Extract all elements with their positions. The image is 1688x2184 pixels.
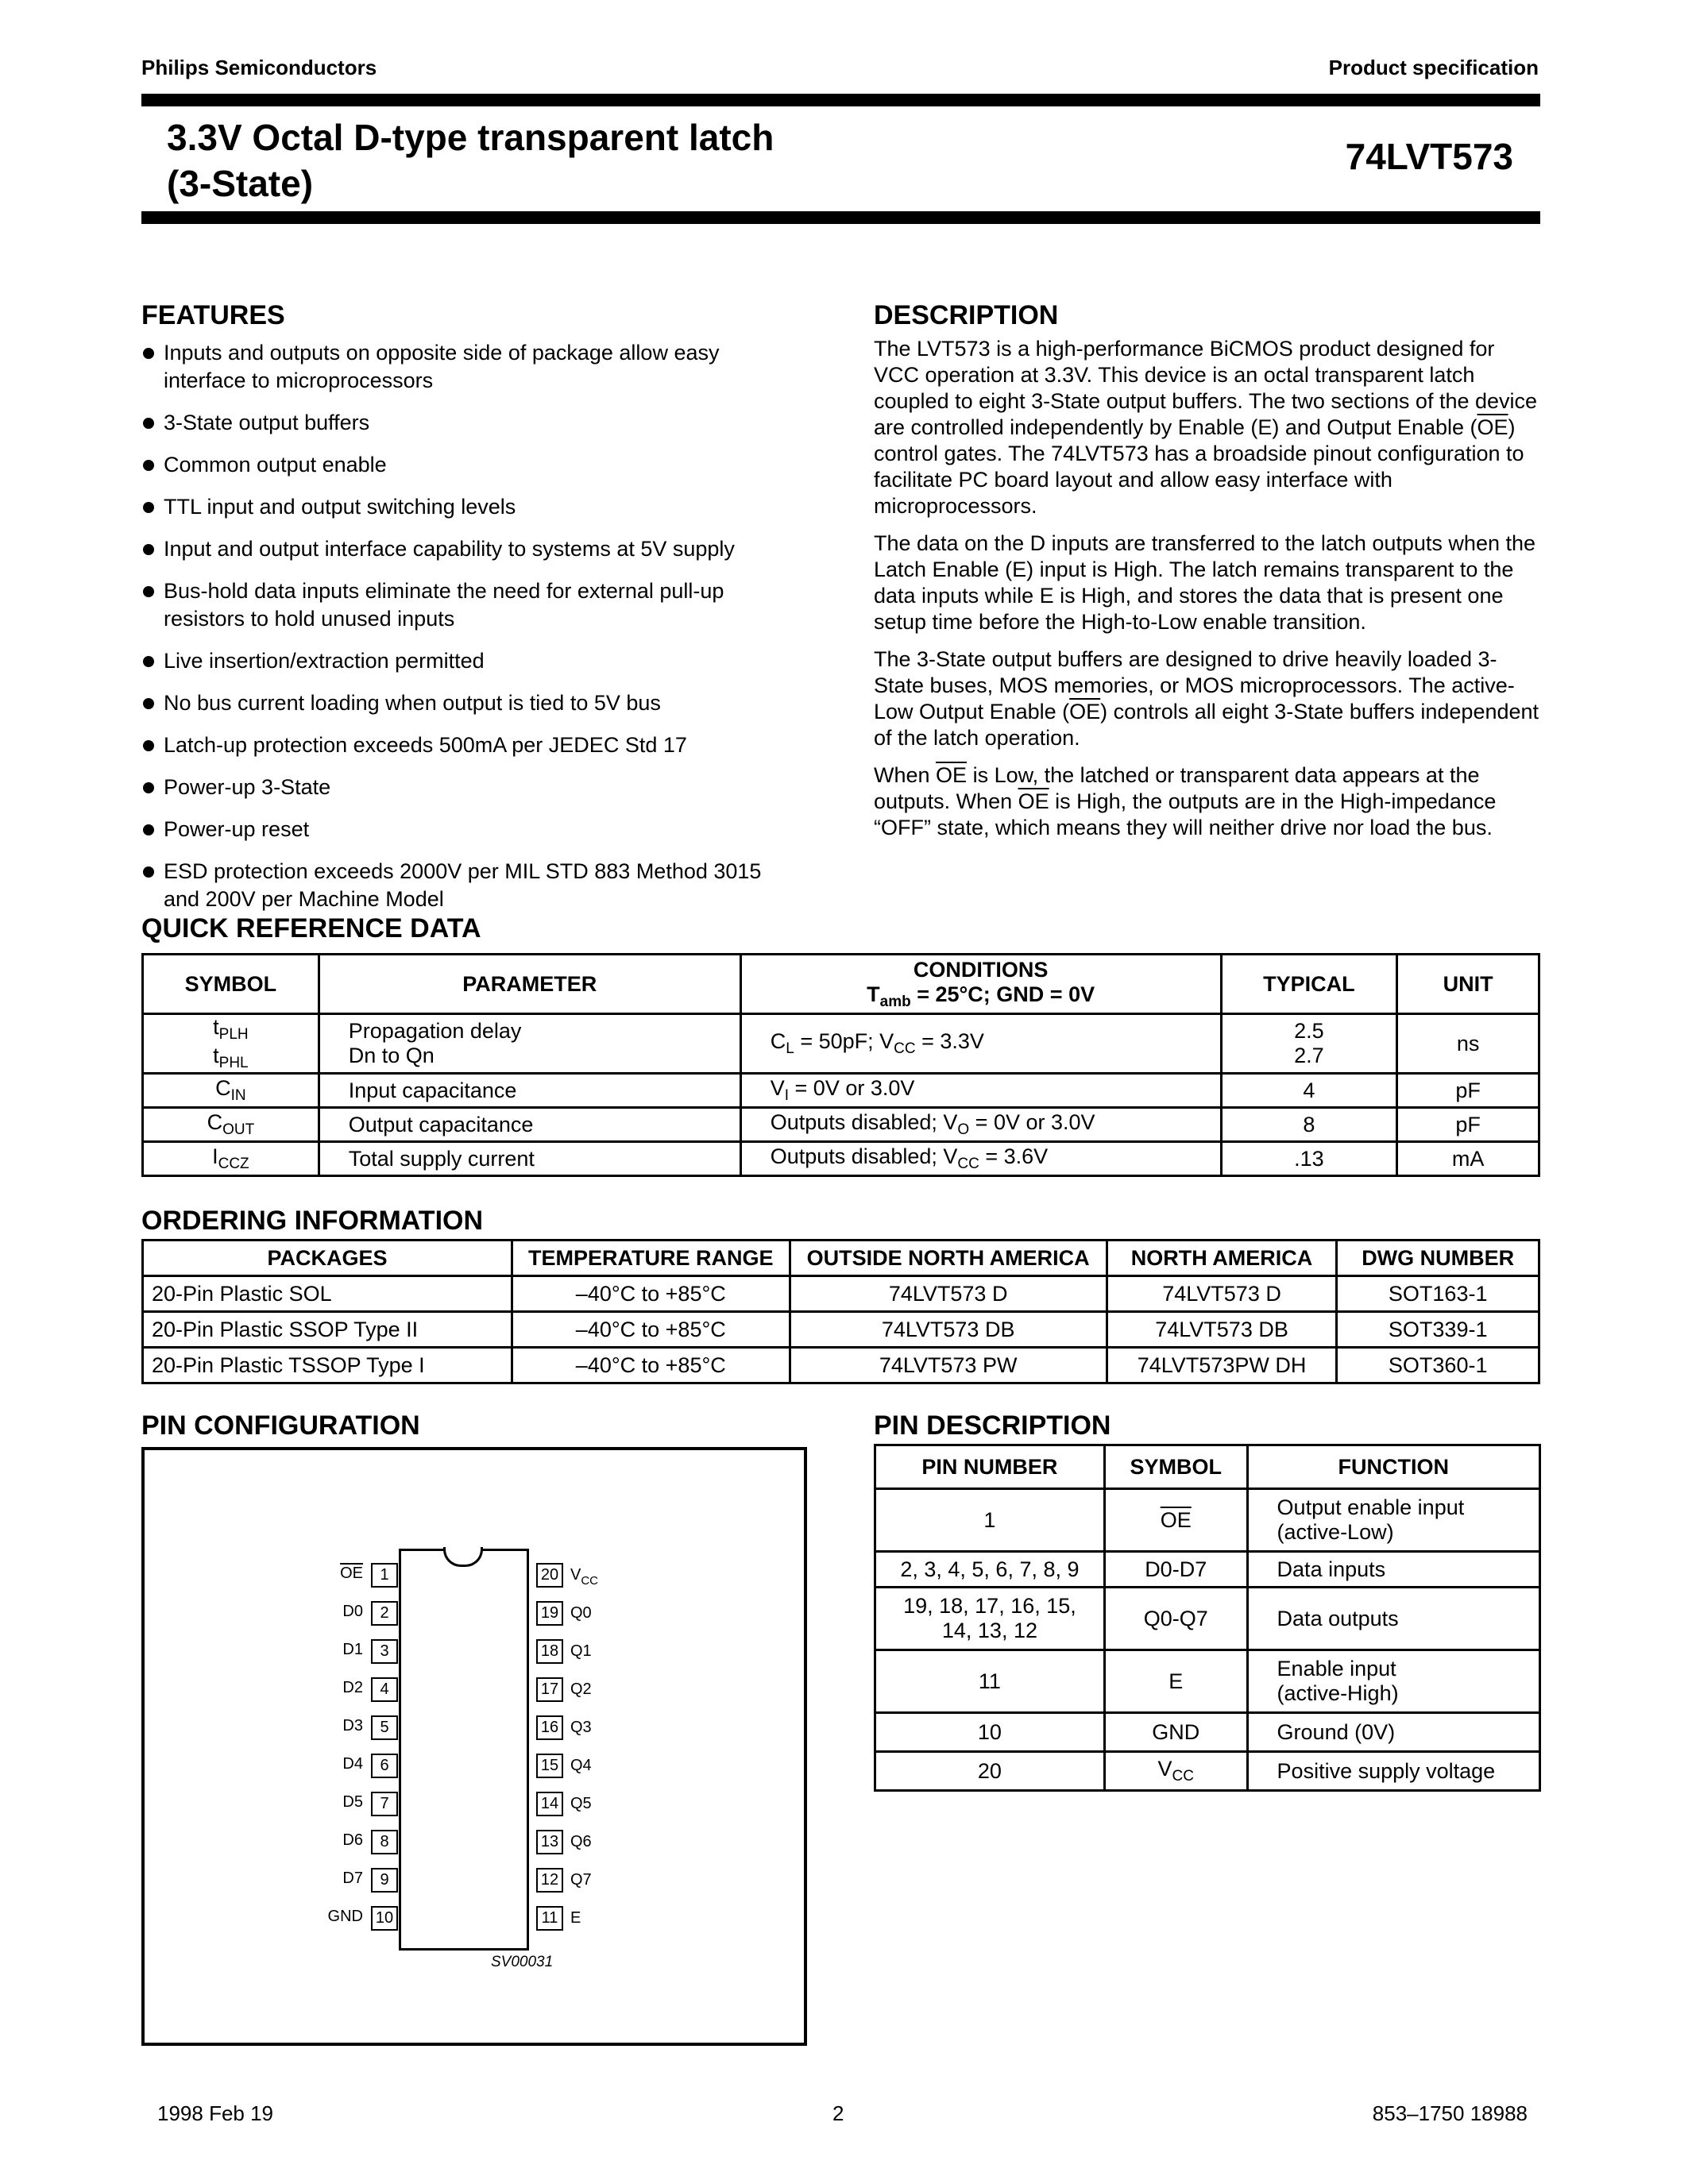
table-row <box>143 1108 1539 1142</box>
col-header: PIN NUMBER <box>875 1445 1105 1489</box>
table-row <box>143 1348 1539 1383</box>
table-cell: 2, 3, 4, 5, 6, 7, 8, 9 <box>875 1552 1105 1588</box>
pin-number: 2 <box>371 1601 398 1626</box>
pin-number: 4 <box>371 1677 398 1702</box>
list-item: Inputs and outputs on opposite side of package allow easy interface to microprocessors <box>141 339 793 395</box>
symbol-cell: $I_{CCZ}$ <box>143 1142 319 1176</box>
table-cell: 1 <box>875 1489 1105 1552</box>
table-cell: Data inputs <box>1247 1552 1539 1588</box>
col-header: FUNCTION <box>1247 1445 1539 1489</box>
description-paragraph: The data on the D inputs are transferred to the latch outputs when the Latch Enable (E) input is High. The latch remains transparent to the data inputs while E is High, and stores the data that is present one setup time before the High-to-Low enable transition. <box>874 531 1536 634</box>
table-row <box>143 1074 1539 1108</box>
list-item: Power-up reset <box>141 816 793 843</box>
table-cell: 74LVT573PW DH <box>1107 1348 1337 1383</box>
title-line-2: (3-State) <box>167 163 314 204</box>
table-cell: –40°C to +85°C <box>512 1276 790 1312</box>
features-list <box>141 339 793 913</box>
list-item: Common output enable <box>141 451 793 479</box>
pin-label: E <box>570 1909 581 1927</box>
table-cell: –40°C to +85°C <box>512 1312 790 1348</box>
table-cell: 19, 18, 17, 16, 15, 14, 13, 12 <box>875 1588 1105 1650</box>
page-number: 2 <box>832 2101 844 2125</box>
parameter-cell: Output capacitance <box>319 1108 740 1142</box>
list-item: No bus current loading when output is tied to 5V bus <box>141 689 793 717</box>
table-cell: 74LVT573 DB <box>790 1312 1107 1348</box>
pin-label: Q5 <box>570 1795 592 1812</box>
list-item: Input and output interface capability to systems at 5V supply <box>141 535 793 563</box>
col-header: TYPICAL <box>1221 955 1397 1014</box>
quick-ref-table <box>141 953 1540 1177</box>
pin-number: 17 <box>536 1677 563 1702</box>
pin-label: D4 <box>342 1755 363 1773</box>
part-number: 74LVT573 <box>1345 136 1513 177</box>
table-cell: $\overline{OE}$ <box>1104 1489 1247 1552</box>
table-cell: SOT339-1 <box>1337 1312 1539 1348</box>
unit-cell: ns <box>1397 1014 1539 1074</box>
pin-number: 19 <box>536 1601 563 1626</box>
pin-label: $\overline{OE}$ <box>340 1565 363 1582</box>
table-cell: 74LVT573 D <box>790 1276 1107 1312</box>
pin-number: 20 <box>536 1563 563 1588</box>
table-row <box>143 1312 1539 1348</box>
pin-label: D3 <box>342 1717 363 1734</box>
list-item: Latch-up protection exceeds 500mA per JEDEC Std 17 <box>141 731 793 759</box>
typical-cell: .13 <box>1221 1142 1397 1176</box>
table-row <box>143 1276 1539 1312</box>
pin-number: 18 <box>536 1639 563 1664</box>
table-row <box>875 1713 1540 1752</box>
list-item: 3-State output buffers <box>141 409 793 437</box>
table-cell: SOT163-1 <box>1337 1276 1539 1312</box>
typical-cell: 8 <box>1221 1108 1397 1142</box>
header-rule-top <box>141 94 1540 106</box>
table-header-row <box>143 955 1539 1014</box>
pin-label: GND <box>327 1908 363 1925</box>
col-header: DWG NUMBER <box>1337 1241 1539 1276</box>
conditions-cell: $C_L = 50pF$; $V_{CC} = 3.3V$ <box>740 1014 1221 1074</box>
list-item: Live insertion/extraction permitted <box>141 647 793 675</box>
pin-number: 7 <box>371 1792 398 1816</box>
table-cell: 74LVT573 DB <box>1107 1312 1337 1348</box>
list-item: TTL input and output switching levels <box>141 493 793 521</box>
pin-number: 11 <box>536 1906 563 1931</box>
ordering-table <box>141 1239 1540 1384</box>
table-row <box>143 1014 1539 1074</box>
pin-desc-heading: PIN DESCRIPTION <box>874 1410 1111 1441</box>
table-cell: GND <box>1104 1713 1247 1752</box>
table-cell: Output enable input (active-Low) <box>1247 1489 1539 1552</box>
unit-cell: pF <box>1397 1108 1539 1142</box>
unit-cell: pF <box>1397 1074 1539 1108</box>
col-header: PARAMETER <box>319 955 740 1014</box>
col-header: SYMBOL <box>143 955 319 1014</box>
drawing-code: SV00031 <box>491 1954 554 1970</box>
col-header: OUTSIDE NORTH AMERICA <box>790 1241 1107 1276</box>
features-heading: FEATURES <box>141 300 285 330</box>
ic-package-body <box>399 1549 529 1951</box>
list-item: Bus-hold data inputs eliminate the need for external pull-up resistors to hold unused inputs <box>141 577 793 633</box>
col-header: TEMPERATURE RANGE <box>512 1241 790 1276</box>
table-cell: Positive supply voltage <box>1247 1752 1539 1791</box>
table-cell: Ground (0V) <box>1247 1713 1539 1752</box>
table-cell: 20-Pin Plastic SSOP Type II <box>143 1312 512 1348</box>
table-cell: 10 <box>875 1713 1105 1752</box>
quick-ref-heading: QUICK REFERENCE DATA <box>141 913 481 943</box>
list-item: ESD protection exceeds 2000V per MIL STD 883 Method 3015 and 200V per Machine Model <box>141 858 793 913</box>
doc-type: Product specification <box>1328 56 1539 79</box>
header-rule-bottom <box>141 211 1540 224</box>
parameter-cell: Input capacitance <box>319 1074 740 1108</box>
table-cell: SOT360-1 <box>1337 1348 1539 1383</box>
features-section <box>141 300 793 928</box>
pin-number: 9 <box>371 1868 398 1893</box>
col-header: PACKAGES <box>143 1241 512 1276</box>
footer-code: 853–1750 18988 <box>1372 2101 1528 2125</box>
pin-label: Q7 <box>570 1871 592 1889</box>
table-cell: $V_{CC}$ <box>1104 1752 1247 1791</box>
page-title <box>167 114 961 206</box>
table-cell: 74LVT573 D <box>1107 1276 1337 1312</box>
pin-number: 5 <box>371 1715 398 1740</box>
list-item: Power-up 3-State <box>141 774 793 801</box>
table-cell: 20-Pin Plastic TSSOP Type I <box>143 1348 512 1383</box>
footer-date: 1998 Feb 19 <box>157 2101 274 2125</box>
table-cell: –40°C to +85°C <box>512 1348 790 1383</box>
pin-label: D1 <box>342 1641 363 1658</box>
pin-label: $V_{CC}$ <box>570 1566 599 1588</box>
pin-label: D0 <box>342 1603 363 1620</box>
parameter-cell: Total supply current <box>319 1142 740 1176</box>
pin-label: Q2 <box>570 1680 592 1698</box>
pin-number: 13 <box>536 1830 563 1854</box>
table-row <box>875 1650 1540 1713</box>
table-cell: 20 <box>875 1752 1105 1791</box>
table-cell: Data outputs <box>1247 1588 1539 1650</box>
table-header-row <box>143 1241 1539 1276</box>
symbol-cell: $C_{IN}$ <box>143 1074 319 1108</box>
conditions-cell: Outputs disabled; $V_O = 0V$ or 3.0V <box>740 1108 1221 1142</box>
symbol-cell: $C_{OUT}$ <box>143 1108 319 1142</box>
table-cell: 74LVT573 PW <box>790 1348 1107 1383</box>
col-header: SYMBOL <box>1104 1445 1247 1489</box>
table-cell: Q0-Q7 <box>1104 1588 1247 1650</box>
col-header: CONDITIONS $T_{amb} = 25^\circ C$; GND = 0V <box>740 955 1221 1014</box>
description-section <box>874 300 1541 852</box>
description-paragraph: The LVT573 is a high-performance BiCMOS product designed for VCC operation at 3.3V. This device is an octal transparent latch coupled to eight 3-State output buffers. The two sections of the device are controlled independently by Enable (E) and Output Enable $(\overline{OE})$ control gates. The 74LVT573 has a broadside pinout configuration to facilitate PC board layout and allow easy interface with microprocessors. <box>874 337 1538 518</box>
col-header: UNIT <box>1397 955 1539 1014</box>
table-row <box>875 1752 1540 1791</box>
table-cell: D0-D7 <box>1104 1552 1247 1588</box>
table-header-row <box>875 1445 1540 1489</box>
table-cell: Enable input (active-High) <box>1247 1650 1539 1713</box>
pin-number: 10 <box>371 1906 398 1931</box>
pin-label: D7 <box>342 1870 363 1887</box>
pin-label: Q0 <box>570 1604 592 1622</box>
description-heading: DESCRIPTION <box>874 300 1059 330</box>
pin-label: D2 <box>342 1679 363 1696</box>
pin-label: Q1 <box>570 1642 592 1660</box>
typical-cell: 4 <box>1221 1074 1397 1108</box>
description-paragraph: The 3-State output buffers are designed to drive heavily loaded 3-State buses, MOS memories, or MOS microprocessors. The active-Low Output Enable $(\overline{OE})$ controls all eight 3-State buffers independent of the latch operation. <box>874 647 1539 750</box>
pin-number: 1 <box>371 1563 398 1588</box>
conditions-cell: Outputs disabled; $V_{CC} = 3.6V$ <box>740 1142 1221 1176</box>
table-cell: 20-Pin Plastic SOL <box>143 1276 512 1312</box>
col-header: NORTH AMERICA <box>1107 1241 1337 1276</box>
pin-label: Q3 <box>570 1719 592 1736</box>
table-row <box>143 1142 1539 1176</box>
table-row <box>875 1588 1540 1650</box>
table-cell: 11 <box>875 1650 1105 1713</box>
company-name: Philips Semiconductors <box>141 56 377 79</box>
pin-config-heading: PIN CONFIGURATION <box>141 1410 420 1441</box>
pin-label: Q4 <box>570 1757 592 1774</box>
pin-number: 15 <box>536 1754 563 1778</box>
symbol-cell: $t_{PLH}$ $t_{PHL}$ <box>143 1014 319 1074</box>
table-row <box>875 1552 1540 1588</box>
title-line-1: 3.3V Octal D-type transparent latch <box>167 117 774 158</box>
pin-number: 8 <box>371 1830 398 1854</box>
pin-label: D5 <box>342 1793 363 1811</box>
pin-number: 3 <box>371 1639 398 1664</box>
pin-label: D6 <box>342 1831 363 1849</box>
unit-cell: mA <box>1397 1142 1539 1176</box>
pin-desc-table <box>874 1444 1541 1792</box>
table-row <box>875 1489 1540 1552</box>
typical-cell: 2.5 2.7 <box>1221 1014 1397 1074</box>
ordering-heading: ORDERING INFORMATION <box>141 1206 484 1236</box>
parameter-cell: Propagation delay Dn to Qn <box>319 1014 740 1074</box>
pin-number: 16 <box>536 1715 563 1740</box>
description-paragraph: When $\overline{OE}$ is Low, the latched or transparent data appears at the outputs. When $\overline{OE}$ is High, the outputs are in the High-impedance “OFF” state, which means they will neither drive nor load the bus. <box>874 763 1497 839</box>
pin-number: 6 <box>371 1754 398 1778</box>
pin-number: 14 <box>536 1792 563 1816</box>
pin-number: 12 <box>536 1868 563 1893</box>
table-cell: E <box>1104 1650 1247 1713</box>
conditions-cell: $V_I = 0V$ or 3.0V <box>740 1074 1221 1108</box>
pin-label: Q6 <box>570 1833 592 1850</box>
